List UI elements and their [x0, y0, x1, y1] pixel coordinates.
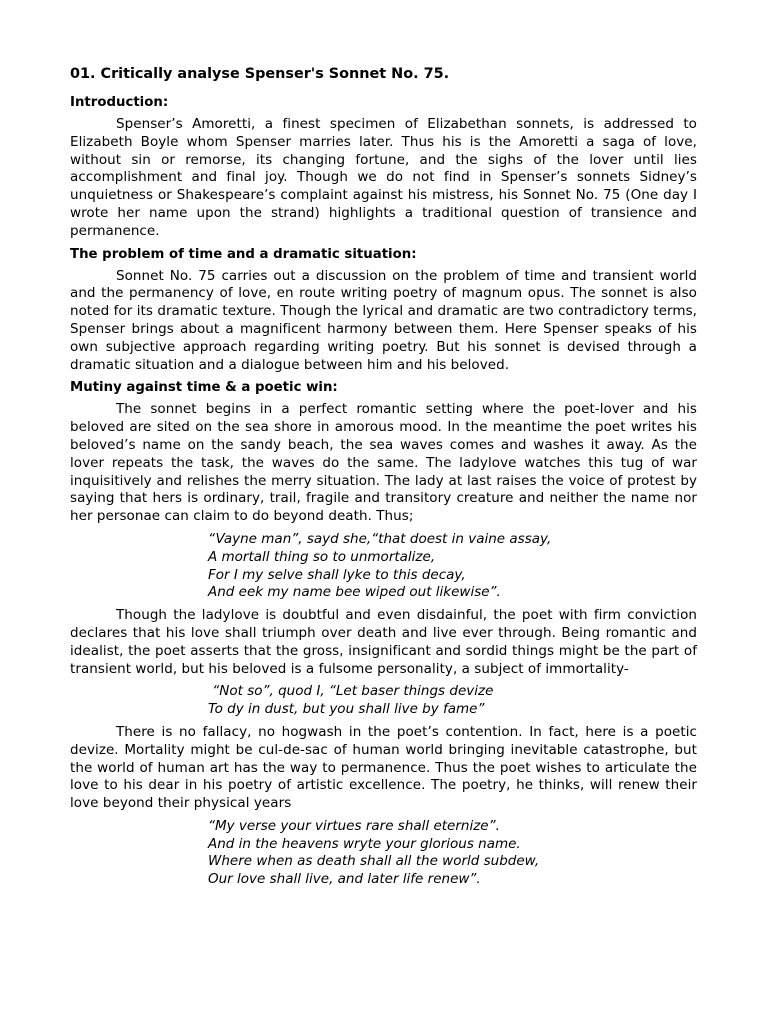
paragraph-ladylove-doubtful: Though the ladylove is doubtful and even disdainful, the poet with firm conviction declares that his love shall triumph over death and live ever through. Being romantic and idealist, the poet asserts that the gross, insignificant and sordid things might be the part of transient world, but his beloved is a fulsome personality, a subject of immortality- [70, 607, 697, 677]
paragraph-mutiny-against-time: The sonnet begins in a perfect romantic setting where the poet-lover and his beloved are sited on the sea shore in amorous mood. In the meantime the poet writes his beloved’s name on the sandy beach, the sea waves comes and washes it away. As the lover repeats the task, the waves do the same. The ladylove watches this tug of war inquisitively and relishes the merry situation. The lady at last raises the voice of protest by saying that hers is ordinary, trail, fragile and transitory creature and neither the name nor her personae can claim to do beyond death. Thus; [70, 401, 697, 525]
heading-introduction: Introduction: [70, 95, 169, 110]
document-page [70, 64, 697, 894]
quote-my-verse [208, 818, 697, 889]
paragraph-problem-of-time: Sonnet No. 75 carries out a discussion on the problem of time and transient world and the permanency of love, en route writing poetry of magnum opus. The sonnet is also noted for its dramatic texture. Though the lyrical and dramatic are two contradictory terms, Spenser brings about a magnificent harmony between them. Here Spenser speaks of his own subjective approach regarding writing poetry. But his sonnet is devised through a dramatic situation and a dialogue between him and his beloved. [70, 267, 697, 373]
quote-line: A mortall thing so to unmortalize, [208, 548, 436, 565]
paragraph-no-fallacy: There is no fallacy, no hogwash in the poet’s contention. In fact, here is a poetic devize. Mortality might be cul-de-sac of human world bringing inevitable catastrophe, but the world of human art has the way to permanence. Thus the poet wishes to articulate the love to his dear in his poetry of artistic excellence. The poetry, he thinks, will renew their love beyond their physical years [70, 723, 697, 812]
quote-line: Where when as death shall all the world subdew, [208, 853, 540, 870]
quote-line: To dy in dust, but you shall live by fame” [208, 701, 485, 718]
quote-line: And in the heavens wryte your glorious name. [208, 835, 521, 852]
paragraph-introduction: Spenser’s Amoretti, a finest specimen of Elizabethan sonnets, is addressed to Elizabeth Boyle whom Spenser marries later. Thus his is the Amoretti a saga of love, without sin or remorse, its changing fortune, and the sighs of the lover until lies accomplishment and final joy. Though we do not find in Spenser’s sonnets Sidney’s unquietness or Shakespeare’s complaint against his mistress, his Sonnet No. 75 (One day I wrote her name upon the strand) highlights a traditional question of transience and permanence. [70, 116, 697, 239]
heading-mutiny-against-time: Mutiny against time & a poetic win: [70, 380, 338, 396]
quote-line: “Vayne man”, sayd she,“that doest in vaine assay, [208, 530, 552, 547]
quote-line: “My verse your virtues rare shall eternize”. [208, 817, 500, 834]
quote-not-so [208, 683, 697, 719]
quote-line: For I my selve shall lyke to this decay, [208, 566, 466, 583]
heading-problem-of-time: The problem of time and a dramatic situation: [70, 246, 417, 262]
document-title: 01. Critically analyse Spenser's Sonnet No. 75. [70, 66, 450, 82]
quote-vayne-man [208, 531, 697, 602]
quote-line: Our love shall live, and later life renew”. [208, 871, 481, 888]
quote-line: “Not so”, quod I, “Let baser things devize [208, 683, 494, 700]
quote-line: And eek my name bee wiped out likewise”. [208, 584, 501, 601]
